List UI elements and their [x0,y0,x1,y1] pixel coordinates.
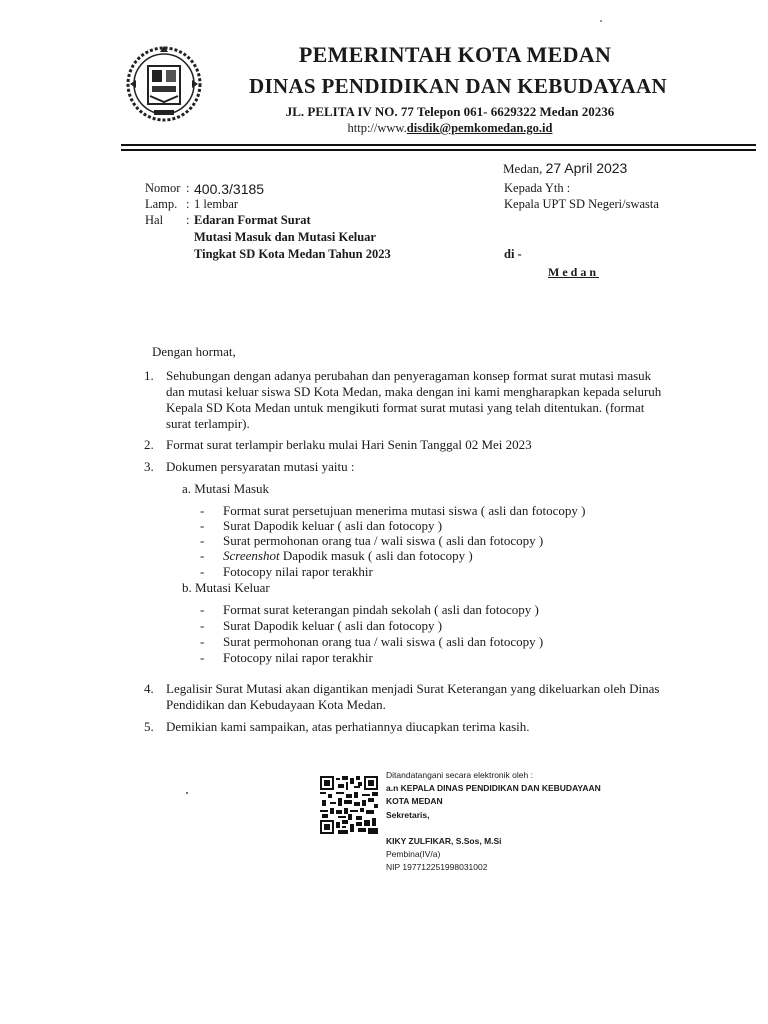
letterhead-website[interactable] [230,121,670,136]
item-4-num: 4. [144,681,154,696]
sub-b-bullet-4: Fotocopy nilai rapor terakhir [223,650,373,665]
web-prefix: http://www. [347,121,407,135]
lamp-value: 1 lembar [194,197,239,211]
hal-label: Hal [145,213,164,227]
item-4-line2: Pendidikan dan Kebudayaan Kota Medan. [166,697,386,712]
sub-b-bullet-2: Surat Dapodik keluar ( asli dan fotocopy ) [223,618,443,633]
nomor-colon: : [186,181,190,195]
signature-name: KIKY ZULFIKAR, S.Sos, M.Si [386,836,502,846]
sub-a-dash-4: - [200,548,205,563]
sub-a-bullet-1: Format surat persetujuan menerima mutasi siswa ( asli dan fotocopy ) [223,503,586,518]
sub-b-dash-3: - [200,634,205,649]
item-2-line1: Format surat terlampir berlaku mulai Hari Senin Tanggal 02 Mei 2023 [166,437,532,452]
item-5-num: 5. [144,719,154,734]
date-value: 27 April 2023 [545,160,628,176]
recipient-to: Kepala UPT SD Negeri/swasta [504,197,659,211]
signature-line2: a.n KEPALA DINAS PENDIDIKAN DAN KEBUDAYAAN [386,783,601,793]
signature-line3: KOTA MEDAN [386,796,443,806]
sub-b-dash-2: - [200,618,205,633]
item-1-num: 1. [144,368,154,383]
sub-a-bullet-3: Surat permohonan orang tua / wali siswa ( asli dan fotocopy ) [223,533,544,548]
item-3-num: 3. [144,459,154,474]
letterhead-line1: PEMERINTAH KOTA MEDAN [298,42,612,67]
sub-a-bullet-4-text: Dapodik masuk ( asli dan fotocopy ) [282,548,473,563]
letter-date [503,160,627,177]
sub-a-bullet-4 [223,548,473,564]
scan-speck [186,792,188,794]
sub-a-dash-3: - [200,533,205,548]
lamp-colon: : [186,197,190,211]
sub-b-bullet-3: Surat permohonan orang tua / wali siswa ( asli dan fotocopy ) [223,634,544,649]
item-4-line1: Legalisir Surat Mutasi akan digantikan menjadi Surat Keterangan yang dikeluarkan oleh Dinas [166,681,660,696]
web-domain[interactable]: disdik@pemkomedan.go.id [406,121,553,135]
item-1-line4: surat terlampir). [166,416,250,431]
item-1-line3: Kepala SD Kota Medan untuk mengikuti format surat mutasi yang telah ditentukan. (format [166,400,645,415]
sub-b-label: b. Mutasi Keluar [182,580,270,595]
sub-a-dash-5: - [200,564,205,579]
signature-line1: Ditandatangani secara elektronik oleh : [386,770,533,780]
sub-a-label: a. Mutasi Masuk [182,481,270,496]
sub-b-dash-1: - [200,602,205,617]
nomor-label: Nomor [145,181,181,195]
sub-a-dash-1: - [200,503,205,518]
recipient-kepada: Kepada Yth : [504,181,571,195]
nomor-value: 400.3/3185 [194,181,265,197]
item-2-num: 2. [144,437,154,452]
letterhead-rule-thin [121,149,756,151]
recipient-place: Medan [548,265,599,279]
hal-colon: : [186,213,190,227]
qr-code-icon [320,776,378,834]
greeting: Dengan hormat, [152,344,236,359]
item-5-line1: Demikian kami sampaikan, atas perhatiannya diucapkan terima kasih. [166,719,530,734]
item-1-line1: Sehubungan dengan adanya perubahan dan penyeragaman konsep format surat mutasi masuk [166,368,652,383]
italic-screenshot: Screenshot [223,548,280,563]
scan-speck-top [600,20,602,22]
sub-b-dash-4: - [200,650,205,665]
sub-a-bullet-5: Fotocopy nilai rapor terakhir [223,564,373,579]
signature-rank: Pembina(IV/a) [386,849,441,859]
sub-b-bullet-1: Format surat keterangan pindah sekolah ( asli dan fotocopy ) [223,602,539,617]
letterhead-rule-thick [121,144,756,146]
hal-line3: Tingkat SD Kota Medan Tahun 2023 [194,247,391,261]
item-1-line2: dan mutasi keluar siswa SD Kota Medan, maka dengan ini kami mengharapkan kepada seluruh [166,384,662,399]
date-city: Medan, [503,161,543,176]
letterhead-address: JL. PELITA IV NO. 77 Telepon 061- 6629322 Medan 20236 [285,104,615,119]
hal-line2: Mutasi Masuk dan Mutasi Keluar [194,230,376,244]
medan-city-emblem-icon [124,44,204,124]
recipient-di: di - [504,247,522,261]
sub-a-bullet-2: Surat Dapodik keluar ( asli dan fotocopy ) [223,518,443,533]
letterhead-line2: DINAS PENDIDIKAN DAN KEBUDAYAAN [249,74,667,98]
hal-line1: Edaran Format Surat [194,213,311,227]
signature-line4: Sekretaris, [386,810,430,820]
sub-a-dash-2: - [200,518,205,533]
lamp-label: Lamp. [145,197,178,211]
item-3-line1: Dokumen persyaratan mutasi yaitu : [166,459,355,474]
signature-nip: NIP 197712251998031002 [386,862,488,872]
